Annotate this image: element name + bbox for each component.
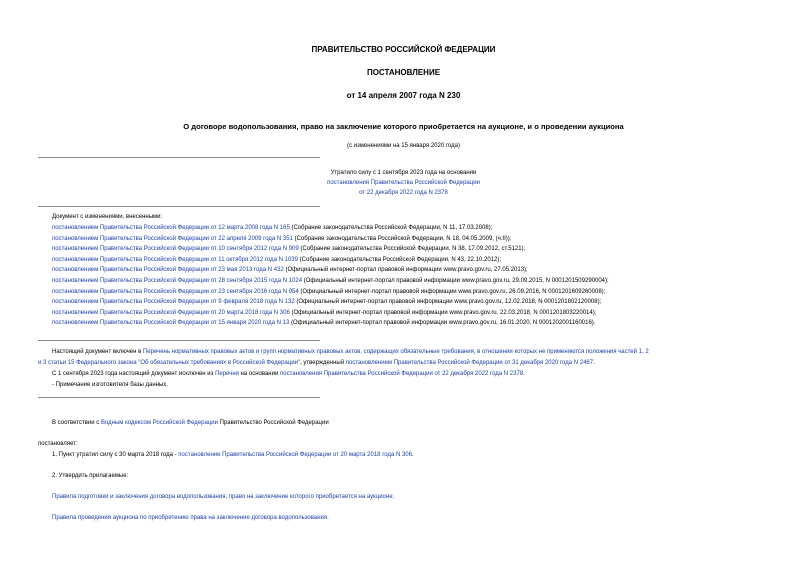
amendment-link[interactable]: постановлением Правительства Российской Федерации от 15 января 2020 года N 13 xyxy=(52,320,290,327)
list-link[interactable]: Перечень нормативных правовых актов и групп нормативных правовых актов, содержащих обязательные требования, в отношении которых не применяются положения частей 1, 2 xyxy=(142,349,649,355)
amendment-source: (Собрание законодательства Российской Федерации, N 43, 22.10.2012); xyxy=(297,256,502,263)
list-link-short[interactable]: Перечня xyxy=(215,371,239,377)
document-date-number: от 14 апреля 2007 года N 230 xyxy=(346,91,461,100)
amendment-link[interactable]: постановлением Правительства Российской Федерации от 10 сентября 2012 года N 909 xyxy=(52,246,299,253)
change-list-item xyxy=(52,310,596,316)
amendment-source: (Официальный интернет-портал правовой информации www.pravo.gov.ru, 16.01.2020, N 0001202001160016). xyxy=(289,320,596,327)
amendment-link[interactable]: постановлением Правительства Российской Федерации от 20 марта 2018 года N 306 xyxy=(52,309,290,316)
water-code-link[interactable]: Водным кодексом Российской Федерации xyxy=(100,420,218,426)
amendment-note: (с изменениями на 15 января 2020 года) xyxy=(347,143,460,149)
amendment-link[interactable]: постановлением Правительства Российской Федерации от 11 октября 2012 года N 1039 xyxy=(52,256,298,263)
divider xyxy=(38,340,320,341)
item-1: 1. Пункт утратил силу с 30 марта 2018 года - постановление Правительства Российской Федерации от 20 марта 2018 года N 306. xyxy=(52,452,414,458)
change-list-item xyxy=(52,289,605,295)
changes-intro: Документ с изменениями, внесенными: xyxy=(52,214,163,220)
note-paragraph-1-cont: и 3 статьи 15 Федерального закона "Об обязательных требованиях в Российской Федерации", утвержденный постановлением Правительства Российской Федерации от 31 декабря 2020 года N 2467. xyxy=(38,360,595,366)
amendment-link[interactable]: постановлением Правительства Российской Федерации от 9 февраля 2018 года N 132 xyxy=(52,299,295,306)
change-list-item xyxy=(52,278,609,284)
database-note: - Примечание изготовителя базы данных. xyxy=(52,382,168,388)
divider xyxy=(38,397,320,398)
federal-law-link[interactable]: и 3 статьи 15 Федерального закона "Об обязательных требованиях в Российской Федерации" xyxy=(38,360,301,366)
divider xyxy=(38,157,320,158)
preamble: В соответствии с Водным кодексом Российской Федерации Правительство Российской Федерации xyxy=(52,420,329,426)
note-paragraph-2: С 1 сентября 2023 года настоящий документ исключен из Перечня на основании постановления Правительства Российской Федерации от 22 декабря 2022 года N 2378. xyxy=(52,371,525,377)
item-2: 2. Утвердить прилагаемые: xyxy=(52,473,129,479)
change-list-item xyxy=(52,225,492,231)
resolution-306-link[interactable]: постановление Правительства Российской Федерации от 20 марта 2018 года N 306 xyxy=(178,452,412,458)
resolution-2467-link[interactable]: постановлением Правительства Российской Федерации от 31 декабря 2020 года N 2467 xyxy=(345,360,594,366)
amendment-source: (Собрание законодательства Российской Федерации, N 38, 17.09.2012, ст.5121); xyxy=(298,246,526,253)
rules-contract-link[interactable]: Правила подготовки и заключения договора водопользования, право на заключение которого приобретается на аукционе; xyxy=(52,494,395,500)
rules-auction-link[interactable]: Правила проведения аукциона по приобретению права на заключение договора водопользования. xyxy=(52,515,329,521)
change-list-item xyxy=(52,320,595,326)
expiry-link-line-2[interactable]: от 22 декабря 2022 года N 2378 xyxy=(359,190,448,196)
amendment-link[interactable]: постановлением Правительства Российской Федерации от 23 мая 2013 года N 432 xyxy=(52,267,284,274)
note-paragraph-1: Настоящий документ включен в Перечень нормативных правовых актов и групп нормативных правовых актов, содержащих обязательные требования, в отношении которых не применяются положения частей 1, 2 xyxy=(52,349,649,355)
amendment-source: (Официальный интернет-портал правовой информации www.pravo.gov.ru, 22.03.2018, N 0001201803220014); xyxy=(289,309,597,316)
amendment-source: (Официальный интернет-портал правовой информации www.pravo.gov.ru, 12.02.2018, N 0001201802120008); xyxy=(294,299,602,306)
change-list-item xyxy=(52,257,501,263)
amendment-link[interactable]: постановлением Правительства Российской Федерации от 23 сентября 2016 года N 954 xyxy=(52,288,299,295)
change-list-item xyxy=(52,267,528,273)
amendment-source: (Официальный интернет-портал правовой информации www.pravo.gov.ru, 26.09.2016, N 0001201609260008); xyxy=(298,288,606,295)
amendment-source: (Официальный интернет-портал правовой информации www.pravo.gov.ru, 29.09.2015, N 0001201509290004); xyxy=(302,278,609,284)
change-list-item xyxy=(52,299,601,305)
amendment-link[interactable]: постановлением Правительства Российской Федерации от 22 апреля 2009 года N 351 xyxy=(52,235,293,242)
expiry-line: Утратило силу с 1 сентября 2023 года на основании xyxy=(330,170,477,176)
resolution-2378-link[interactable]: постановления Правительства Российской Федерации от 22 декабря 2022 года N 2378 xyxy=(280,371,524,377)
document-title: О договоре водопользования, право на заключение которого приобретается на аукционе, и о проведении аукциона xyxy=(183,122,624,131)
amendment-link[interactable]: постановлением Правительства Российской Федерации от 12 марта 2008 года N 165 xyxy=(52,225,290,231)
amendment-source: (Собрание законодательства Российской Федерации, N 11, 17.03.2008); xyxy=(289,225,493,231)
change-list-item xyxy=(52,246,525,252)
change-list-item xyxy=(52,236,511,242)
government-name: ПРАВИТЕЛЬСТВО РОССИЙСКОЙ ФЕДЕРАЦИИ xyxy=(311,45,496,54)
amendment-link[interactable]: постановлением Правительства Российской Федерации от 28 сентября 2015 года N 1024 xyxy=(52,278,303,284)
amendment-source: (Официальный интернет-портал правовой информации www.pravo.gov.ru, 27.05.2013); xyxy=(283,267,528,274)
expiry-link-line-1[interactable]: постановления Правительства Российской Федерации xyxy=(327,180,480,186)
amendment-source: (Собрание законодательства Российской Федерации, N 18, 04.05.2009, (ч.II)); xyxy=(292,235,512,242)
decides: постановляет: xyxy=(38,441,78,447)
document-type: ПОСТАНОВЛЕНИЕ xyxy=(366,68,441,77)
divider xyxy=(38,206,320,207)
